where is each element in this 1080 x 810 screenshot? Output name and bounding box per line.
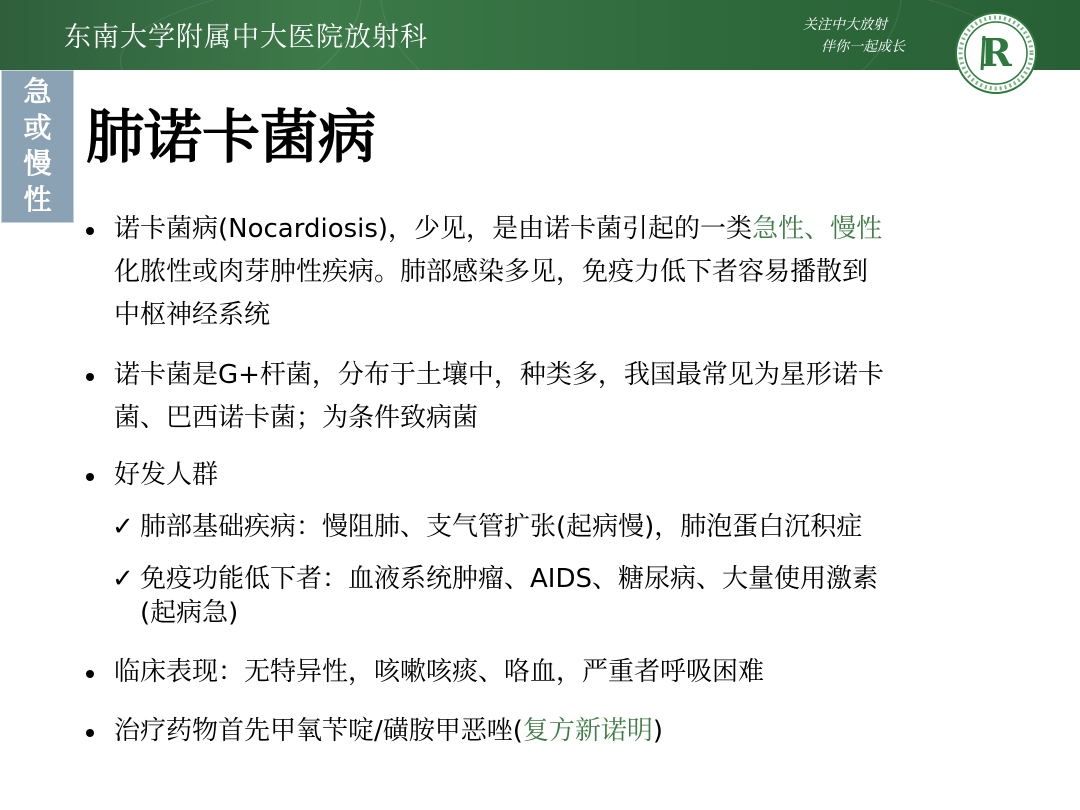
sub-item-2-line-1: 免疫功能低下者：血液系统肿瘤、AIDS、糖尿病、大量使用激素 xyxy=(140,564,878,594)
bullet-3: 好发人群 xyxy=(114,460,219,490)
side-tag-char: 急 xyxy=(23,75,52,108)
bullet-4: 临床表现：无特异性，咳嗽咳痰、咯血，严重者呼吸困难 xyxy=(114,657,765,687)
header-banner xyxy=(0,0,1080,70)
hospital-department-title: 东南大学附属中大医院放射科 xyxy=(64,22,428,53)
bullet-dot xyxy=(86,670,94,678)
bullet-5 xyxy=(114,710,663,753)
bullet-dot xyxy=(86,473,94,481)
bullet-dot xyxy=(86,373,94,381)
radiology-department-logo xyxy=(951,8,1041,98)
bullet-text: 治疗药物首先甲氧苄啶/磺胺甲恶唑( xyxy=(114,716,523,746)
side-tag-char: 慢 xyxy=(23,147,52,180)
bullet-dot xyxy=(86,227,94,235)
slogan-line-1: 关注中大放射 xyxy=(803,17,887,33)
header-slogan xyxy=(803,14,905,58)
sub-item-2-line-2: (起病急) xyxy=(140,598,239,628)
sub-item-1: 肺部基础疾病：慢阻肺、支气管扩张(起病慢)，肺泡蛋白沉积症 xyxy=(140,512,863,542)
bullet-dot xyxy=(86,729,94,737)
bullet-text: ) xyxy=(652,716,664,746)
side-tag-char: 或 xyxy=(23,111,52,144)
bullet-text: 诺卡菌病(Nocardiosis)，少见，是由诺卡菌引起的一类 xyxy=(114,214,753,244)
slogan-line-2: 伴你一起成长 xyxy=(821,39,905,55)
bullet-1-line-3: 中枢神经系统 xyxy=(114,300,271,330)
bullet-1-line-1 xyxy=(114,208,882,251)
side-tag-char: 性 xyxy=(23,183,52,216)
bullet-1-line-2: 化脓性或肉芽肿性疾病。肺部感染多见，免疫力低下者容易播散到 xyxy=(114,257,869,287)
bullet-2-line-1: 诺卡菌是G+杆菌，分布于土壤中，种类多，我国最常见为星形诺卡 xyxy=(114,360,884,390)
check-icon: ✓ xyxy=(112,512,134,542)
bullet-2-line-2: 菌、巴西诺卡菌；为条件致病菌 xyxy=(114,403,479,433)
check-icon: ✓ xyxy=(112,564,134,594)
highlight-text: 复方新诺明 xyxy=(522,716,653,746)
highlight-text: 急性、慢性 xyxy=(752,214,883,244)
side-category-tag xyxy=(1,70,74,223)
logo-letter: R xyxy=(980,30,1012,75)
slide-title: 肺诺卡菌病 xyxy=(86,103,377,171)
